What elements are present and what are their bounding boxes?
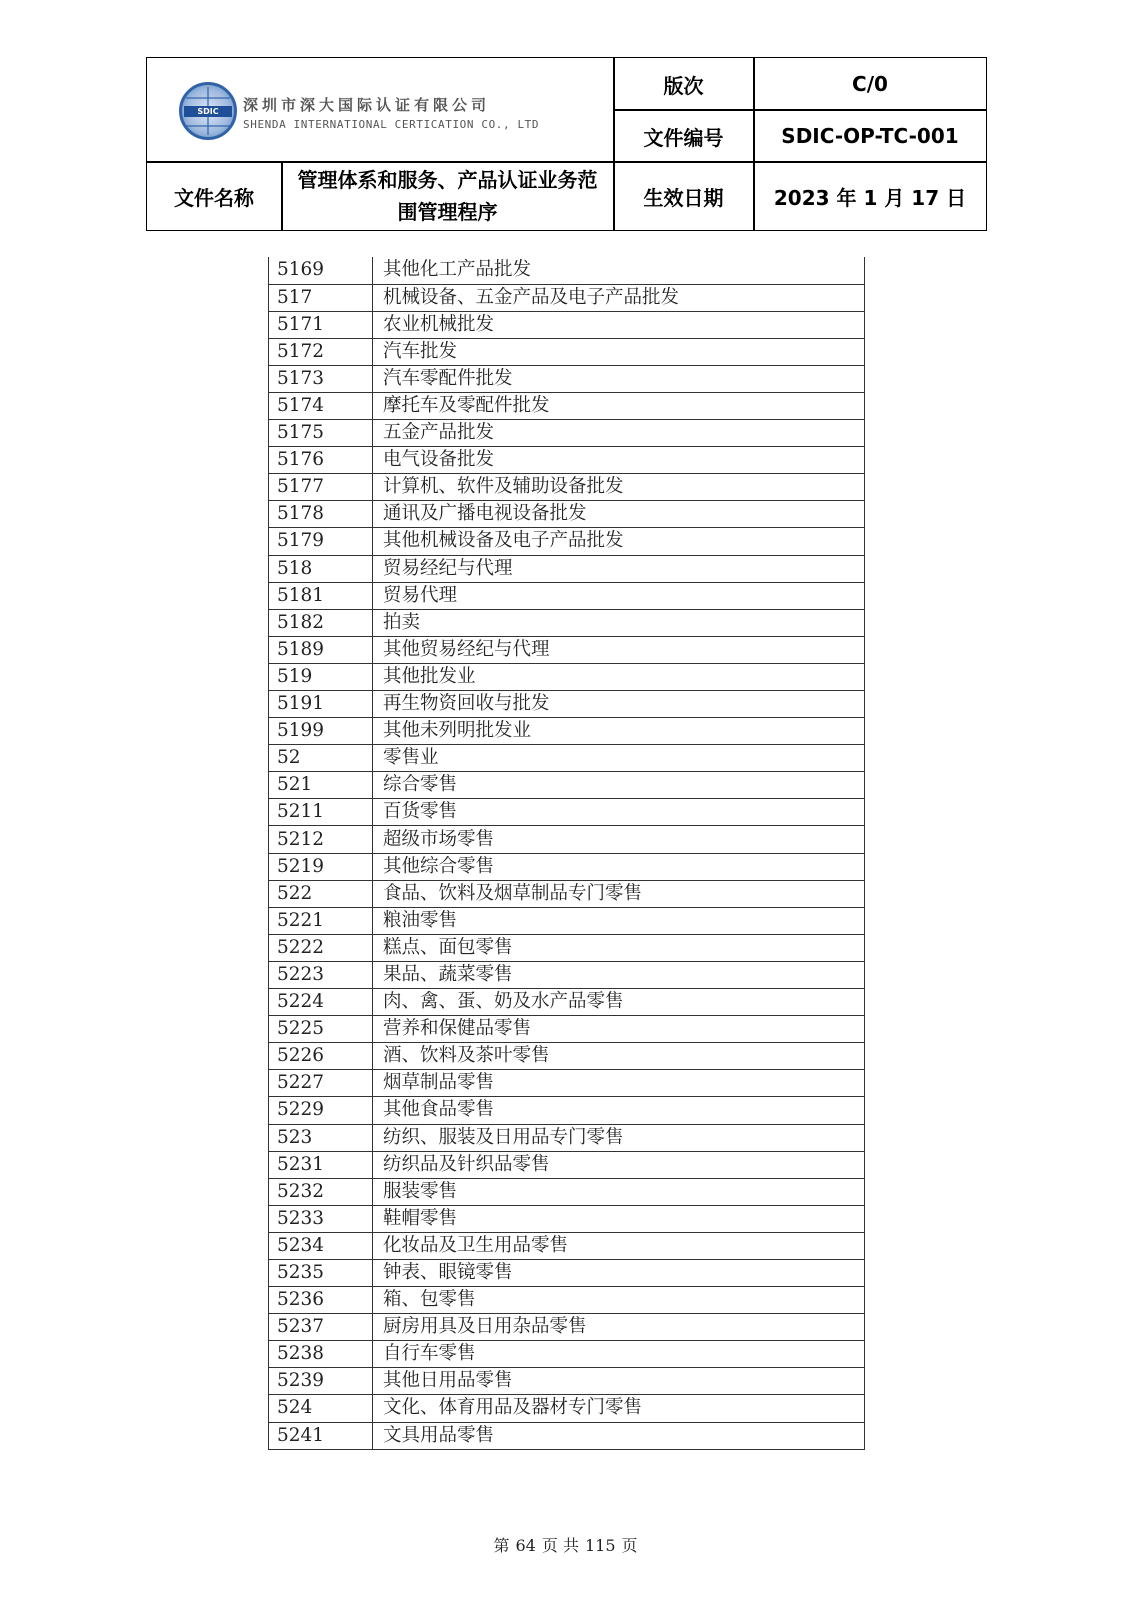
industry-code-cell: 5189 — [269, 636, 373, 663]
industry-name-cell: 烟草制品零售 — [373, 1070, 865, 1097]
industry-code-cell: 5238 — [269, 1341, 373, 1368]
table-row — [269, 772, 865, 799]
table-row — [269, 826, 865, 853]
industry-name-cell: 摩托车及零配件批发 — [373, 392, 865, 419]
table-row — [269, 1151, 865, 1178]
table-row — [269, 880, 865, 907]
industry-code-cell: 5226 — [269, 1043, 373, 1070]
table-row — [269, 1178, 865, 1205]
table-row — [269, 1124, 865, 1151]
industry-code-table — [268, 257, 865, 1450]
industry-name-cell: 汽车零配件批发 — [373, 365, 865, 392]
table-row — [269, 1097, 865, 1124]
table-row — [269, 311, 865, 338]
table-row — [269, 365, 865, 392]
industry-code-cell: 5227 — [269, 1070, 373, 1097]
industry-code-cell: 5178 — [269, 501, 373, 528]
industry-code-cell: 5179 — [269, 528, 373, 555]
industry-name-cell: 其他未列明批发业 — [373, 718, 865, 745]
doc-name-line-1: 管理体系和服务、产品认证业务范 — [297, 168, 598, 192]
industry-code-cell: 5171 — [269, 311, 373, 338]
industry-name-cell: 肉、禽、蛋、奶及水产品零售 — [373, 989, 865, 1016]
industry-code-cell: 52 — [269, 745, 373, 772]
table-row — [269, 691, 865, 718]
doc-number-value: SDIC-OP-TC-001 — [781, 124, 959, 148]
table-row — [269, 338, 865, 365]
industry-name-cell: 超级市场零售 — [373, 826, 865, 853]
company-logo-block — [147, 58, 615, 164]
industry-name-cell: 五金产品批发 — [373, 420, 865, 447]
company-name-en: SHENDA INTERNATIONAL CERTICATION CO., LTD — [243, 118, 540, 131]
industry-code-cell: 5182 — [269, 609, 373, 636]
industry-code-cell: 519 — [269, 663, 373, 690]
industry-name-cell: 其他综合零售 — [373, 853, 865, 880]
table-row — [269, 257, 865, 284]
industry-code-cell: 5211 — [269, 799, 373, 826]
industry-name-cell: 钟表、眼镜零售 — [373, 1259, 865, 1286]
industry-code-cell: 518 — [269, 555, 373, 582]
industry-code-table-body — [269, 257, 865, 1449]
industry-code-cell: 5237 — [269, 1314, 373, 1341]
table-row — [269, 501, 865, 528]
table-row — [269, 1232, 865, 1259]
industry-code-cell: 5175 — [269, 420, 373, 447]
industry-name-cell: 通讯及广播电视设备批发 — [373, 501, 865, 528]
company-logo-icon — [179, 82, 237, 140]
table-row — [269, 1287, 865, 1314]
industry-name-cell: 拍卖 — [373, 609, 865, 636]
table-row — [269, 1070, 865, 1097]
effective-date-label: 生效日期 — [643, 185, 724, 210]
table-row — [269, 907, 865, 934]
industry-name-cell: 化妆品及卫生用品零售 — [373, 1232, 865, 1259]
industry-name-cell: 粮油零售 — [373, 907, 865, 934]
industry-code-cell: 5181 — [269, 582, 373, 609]
industry-name-cell: 自行车零售 — [373, 1341, 865, 1368]
table-row — [269, 1016, 865, 1043]
table-row — [269, 663, 865, 690]
table-row — [269, 718, 865, 745]
industry-name-cell: 再生物资回收与批发 — [373, 691, 865, 718]
industry-code-cell: 5223 — [269, 961, 373, 988]
table-row — [269, 1395, 865, 1422]
industry-name-cell: 电气设备批发 — [373, 447, 865, 474]
table-row — [269, 420, 865, 447]
industry-code-cell: 5235 — [269, 1259, 373, 1286]
industry-name-cell: 农业机械批发 — [373, 311, 865, 338]
industry-name-cell: 其他化工产品批发 — [373, 257, 865, 284]
industry-code-cell: 5191 — [269, 691, 373, 718]
industry-code-cell: 5176 — [269, 447, 373, 474]
doc-name-label: 文件名称 — [174, 185, 254, 210]
industry-code-cell: 5222 — [269, 934, 373, 961]
table-row — [269, 447, 865, 474]
industry-name-cell: 文具用品零售 — [373, 1422, 865, 1449]
industry-code-cell: 5199 — [269, 718, 373, 745]
industry-name-cell: 零售业 — [373, 745, 865, 772]
industry-code-cell: 5225 — [269, 1016, 373, 1043]
doc-number-label: 文件编号 — [643, 125, 724, 150]
industry-code-cell: 5173 — [269, 365, 373, 392]
industry-code-cell: 5224 — [269, 989, 373, 1016]
industry-code-cell: 524 — [269, 1395, 373, 1422]
industry-name-cell: 其他批发业 — [373, 663, 865, 690]
industry-name-cell: 酒、饮料及茶叶零售 — [373, 1043, 865, 1070]
effective-date-value: 2023 年 1 月 17 日 — [773, 185, 967, 210]
industry-code-cell: 5234 — [269, 1232, 373, 1259]
table-row — [269, 1422, 865, 1449]
table-row — [269, 284, 865, 311]
industry-code-cell: 5177 — [269, 474, 373, 501]
industry-name-cell: 其他机械设备及电子产品批发 — [373, 528, 865, 555]
version-label: 版次 — [663, 73, 704, 98]
page-number: 64 — [515, 1536, 536, 1555]
industry-name-cell: 贸易代理 — [373, 582, 865, 609]
document-header — [146, 57, 987, 231]
table-row — [269, 1259, 865, 1286]
industry-code-cell: 522 — [269, 880, 373, 907]
industry-name-cell: 文化、体育用品及器材专门零售 — [373, 1395, 865, 1422]
industry-code-cell: 5229 — [269, 1097, 373, 1124]
footer-prefix: 第 — [493, 1536, 510, 1555]
industry-code-cell: 5219 — [269, 853, 373, 880]
industry-code-cell: 5232 — [269, 1178, 373, 1205]
page-footer — [0, 1533, 1131, 1556]
table-row — [269, 636, 865, 663]
table-row — [269, 1368, 865, 1395]
table-row — [269, 555, 865, 582]
industry-code-cell: 5169 — [269, 257, 373, 284]
table-row — [269, 392, 865, 419]
industry-name-cell: 箱、包零售 — [373, 1287, 865, 1314]
industry-code-cell: 5221 — [269, 907, 373, 934]
page-total: 115 — [584, 1536, 616, 1555]
company-name-cn: 深圳市深大国际认证有限公司 — [243, 96, 491, 114]
industry-code-cell: 5212 — [269, 826, 373, 853]
industry-code-cell: 5236 — [269, 1287, 373, 1314]
industry-name-cell: 贸易经纪与代理 — [373, 555, 865, 582]
doc-name-line-2: 围管理程序 — [397, 200, 498, 224]
footer-middle: 页 共 — [541, 1536, 579, 1555]
industry-name-cell: 汽车批发 — [373, 338, 865, 365]
table-row — [269, 528, 865, 555]
table-row — [269, 582, 865, 609]
industry-name-cell: 纺织品及针织品零售 — [373, 1151, 865, 1178]
industry-name-cell: 综合零售 — [373, 772, 865, 799]
industry-name-cell: 鞋帽零售 — [373, 1205, 865, 1232]
table-row — [269, 1205, 865, 1232]
version-value: C/0 — [852, 72, 888, 96]
table-row — [269, 961, 865, 988]
table-row — [269, 799, 865, 826]
table-row — [269, 989, 865, 1016]
table-row — [269, 1341, 865, 1368]
table-row — [269, 1314, 865, 1341]
table-row — [269, 745, 865, 772]
table-row — [269, 609, 865, 636]
industry-name-cell: 厨房用具及日用杂品零售 — [373, 1314, 865, 1341]
industry-name-cell: 百货零售 — [373, 799, 865, 826]
table-row — [269, 474, 865, 501]
industry-code-cell: 517 — [269, 284, 373, 311]
industry-name-cell: 纺织、服装及日用品专门零售 — [373, 1124, 865, 1151]
industry-name-cell: 其他食品零售 — [373, 1097, 865, 1124]
logo-text: SDIC — [184, 106, 232, 117]
industry-name-cell: 营养和保健品零售 — [373, 1016, 865, 1043]
industry-name-cell: 服装零售 — [373, 1178, 865, 1205]
industry-name-cell: 其他贸易经纪与代理 — [373, 636, 865, 663]
industry-code-cell: 5239 — [269, 1368, 373, 1395]
industry-code-cell: 521 — [269, 772, 373, 799]
table-row — [269, 934, 865, 961]
industry-name-cell: 其他日用品零售 — [373, 1368, 865, 1395]
doc-name-value — [282, 162, 613, 230]
industry-name-cell: 机械设备、五金产品及电子产品批发 — [373, 284, 865, 311]
industry-code-cell: 5233 — [269, 1205, 373, 1232]
industry-code-cell: 5241 — [269, 1422, 373, 1449]
industry-code-cell: 5174 — [269, 392, 373, 419]
footer-suffix: 页 — [621, 1536, 638, 1555]
table-row — [269, 853, 865, 880]
industry-code-cell: 523 — [269, 1124, 373, 1151]
industry-name-cell: 计算机、软件及辅助设备批发 — [373, 474, 865, 501]
industry-code-cell: 5172 — [269, 338, 373, 365]
industry-code-cell: 5231 — [269, 1151, 373, 1178]
industry-name-cell: 食品、饮料及烟草制品专门零售 — [373, 880, 865, 907]
table-row — [269, 1043, 865, 1070]
industry-name-cell: 果品、蔬菜零售 — [373, 961, 865, 988]
industry-name-cell: 糕点、面包零售 — [373, 934, 865, 961]
